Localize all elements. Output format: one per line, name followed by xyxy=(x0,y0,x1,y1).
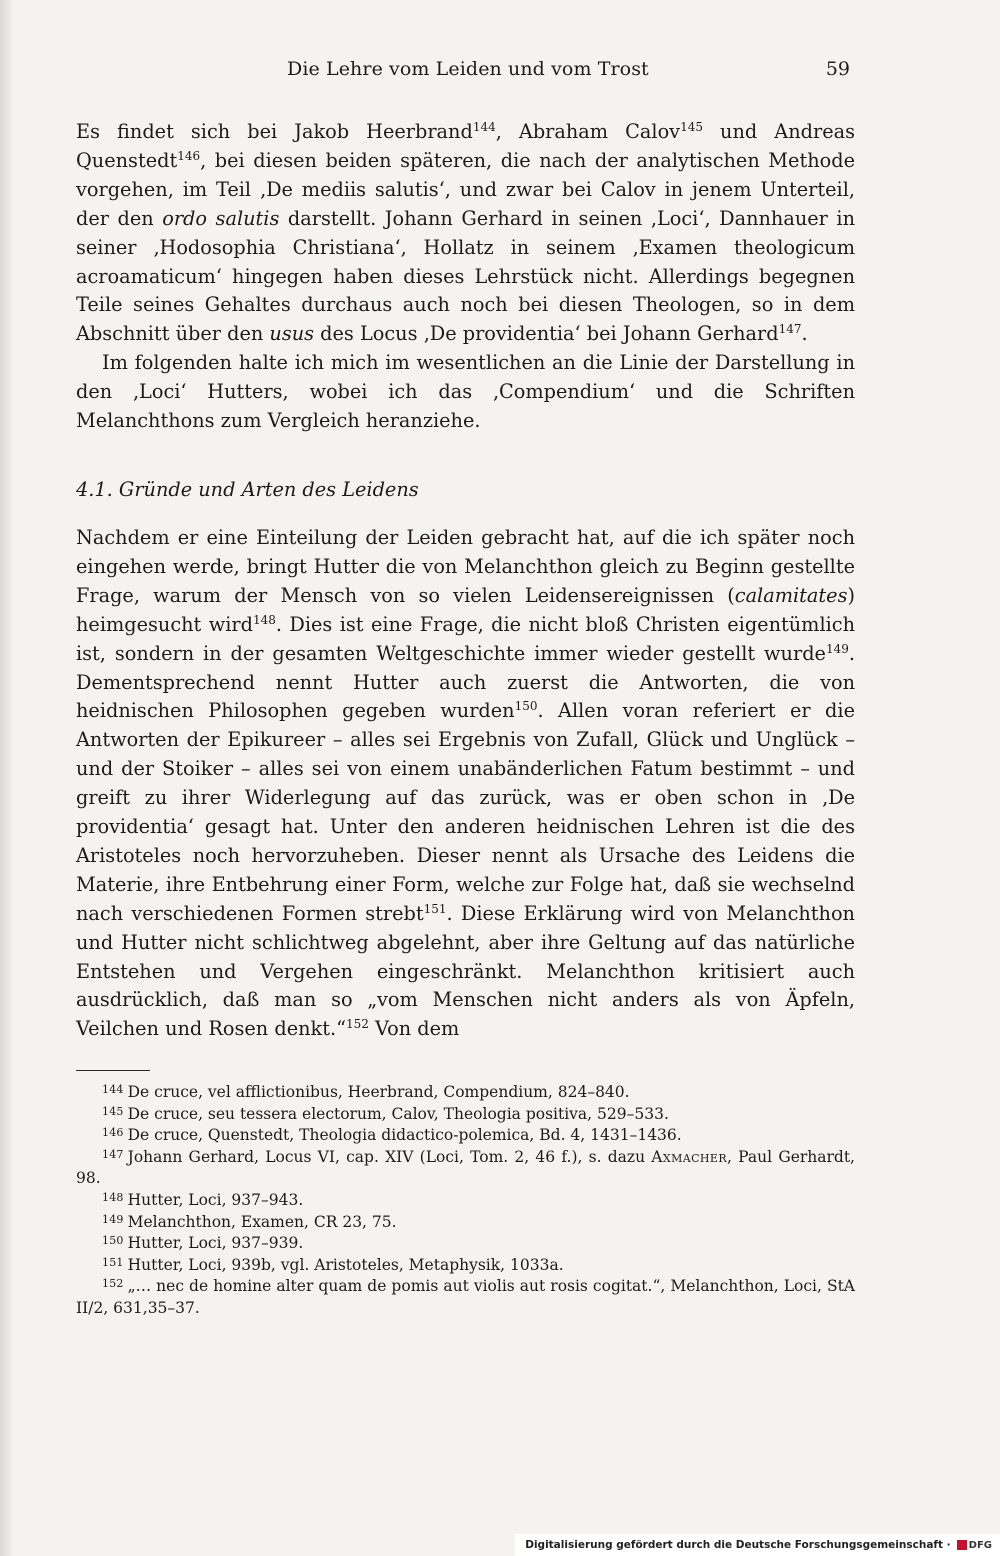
footnote-marker: 145 xyxy=(680,120,703,134)
italic-term: calamitates xyxy=(734,583,848,607)
text-run: darstellt. Johann Gerhard in seinen ‚Loci‘, Dannhauer in seiner ‚Hodosophia Christiana‘, Hollatz in seinem ‚Examen theologicum acroamaticum‘ hingegen haben dieses Lehrstück nicht. Allerdings begegnen Teile seines Gehaltes durchaus auch noch bei diesen Theologen, so in dem Abschnitt über den xyxy=(76,206,855,346)
text-run: Hutter, Loci, 937–939. xyxy=(127,1234,304,1253)
footnote-144 xyxy=(76,1082,855,1104)
section-heading: 4.1. Gründe und Arten des Leidens xyxy=(76,477,419,501)
digitization-text: Digitalisierung gefördert durch die Deutsche Forschungsgemeinschaft · xyxy=(525,1539,951,1551)
footnotes xyxy=(76,1082,855,1320)
paragraph-1 xyxy=(76,118,855,349)
footnote-number: 152 xyxy=(102,1277,124,1291)
text-run: ) heimgesucht wird xyxy=(76,583,855,636)
text-run: . Dies ist eine Frage, die nicht bloß Christen eigentümlich ist, sondern in der gesamten Weltgeschichte immer wieder gestellt wurde xyxy=(76,612,855,665)
text-run: und Andreas Quenstedt xyxy=(76,120,855,172)
dfg-logo-text: DFG xyxy=(968,1539,992,1551)
footnote-number: 146 xyxy=(102,1126,124,1140)
footnote-marker: 150 xyxy=(514,699,538,714)
footnote-number: 147 xyxy=(102,1147,124,1161)
text-run: Nachdem er eine Einteilung der Leiden gebracht hat, auf die ich später noch eingehen werde, bringt Hutter die von Melanchthon gleich zu Beginn gestellte Frage, warum der Mensch von so vielen Leidensereignissen ( xyxy=(76,525,855,607)
text-run: Melanchthon, Examen, CR 23, 75. xyxy=(127,1212,397,1231)
text-run: . Diese Erklärung wird von Melanchthon und Hutter nicht schlichtweg abgelehnt, aber ihre Geltung auf das natürliche Entstehen und Vergehen eingeschränkt. Melanchthon kritisiert auch ausdrücklich, daß man so „vom Menschen nicht anders als von Äpfeln, Veilchen und Rosen denkt.“ xyxy=(76,901,855,1041)
text-run: Von dem xyxy=(368,1017,460,1041)
dfg-logo-mark-icon xyxy=(957,1540,967,1550)
footnote-152 xyxy=(76,1276,855,1319)
text-run: De cruce, Quenstedt, Theologia didactico-polemica, Bd. 4, 1431–1436. xyxy=(127,1126,682,1145)
footnote-number: 148 xyxy=(102,1190,124,1204)
text-run: Hutter, Loci, 939b, vgl. Aristoteles, Metaphysik, 1033a. xyxy=(127,1255,564,1274)
footnote-number: 144 xyxy=(102,1083,124,1096)
footnote-marker: 147 xyxy=(778,322,802,337)
page-edge-shadow xyxy=(0,0,14,1556)
text-run: . xyxy=(801,322,808,346)
footnote-number: 150 xyxy=(102,1234,124,1248)
footnote-number: 145 xyxy=(102,1104,124,1118)
footnote-number: 149 xyxy=(102,1212,124,1226)
footnote-151 xyxy=(76,1255,855,1277)
text-run: Es findet sich bei Jakob Heerbrand xyxy=(76,120,473,143)
footnote-marker: 144 xyxy=(472,120,496,134)
italic-term: usus xyxy=(269,322,315,346)
paragraph-2 xyxy=(76,349,855,436)
paragraph-3 xyxy=(76,524,855,1044)
footnote-marker: 146 xyxy=(177,148,201,163)
footnote-146 xyxy=(76,1125,855,1147)
footnote-149 xyxy=(76,1212,855,1234)
text-run: . Allen voran referiert er die Antworten der Epikureer – alles sei Ergebnis von Zufall, Glück und Unglück – und der Stoiker – alles sei von einem unabänderlichen Fatum bestimmt – und greift zu ihrer Widerlegung auf das zurück, was er oben schon in ‚De providentia‘ gesagt hat. Unter den anderen heidnischen Lehren ist die des Aristoteles noch hervorzuheben. Dieser nennt als Ursache des Leidens die Materie, ihre Entbehrung einer Form, welche zur Folge hat, daß sie wechselnd nach verschiedenen Formen strebt xyxy=(76,699,855,925)
dfg-logo xyxy=(957,1540,992,1551)
text-run: , bei diesen beiden späteren, die nach der analytischen Methode vorgehen, im Teil ‚De mediis salutis‘, und zwar bei Calov in jenem Unterteil, der den xyxy=(76,148,855,230)
footnote-marker: 148 xyxy=(252,612,276,627)
footnote-separator xyxy=(76,1070,150,1071)
italic-term: ordo salutis xyxy=(162,206,280,230)
footnote-marker: 152 xyxy=(345,1017,369,1032)
text-run: des Locus ‚De providentia‘ bei Johann Gerhard xyxy=(314,322,779,346)
main-text xyxy=(76,118,855,1044)
footnote-145 xyxy=(76,1104,855,1126)
footnote-marker: 151 xyxy=(423,901,447,916)
digitization-banner xyxy=(515,1534,1000,1556)
text-run: De cruce, vel afflictionibus, Heerbrand, Compendium, 824–840. xyxy=(127,1083,630,1101)
text-run: Johann Gerhard, Locus VI, cap. XIV (Loci, Tom. 2, 46 f.), s. dazu xyxy=(127,1147,652,1166)
page-number: 59 xyxy=(825,58,850,80)
footnote-147 xyxy=(76,1147,855,1190)
footnote-number: 151 xyxy=(102,1255,124,1269)
text-run: De cruce, seu tessera electorum, Calov, Theologia positiva, 529–533. xyxy=(127,1104,669,1123)
text-run: . Dementsprechend nennt Hutter auch zuerst die Antworten, die von heidnischen Philosophen gegeben wurden xyxy=(76,641,855,723)
footnote-marker: 149 xyxy=(825,641,849,656)
footnote-150 xyxy=(76,1233,855,1255)
text-run: Hutter, Loci, 937–943. xyxy=(127,1190,304,1209)
text-run: „… nec de homine alter quam de pomis aut violis aut rosis cogitat.“, Melanchthon, Loci, StA II/2, 631,35–37. xyxy=(76,1277,855,1317)
footnote-148 xyxy=(76,1190,855,1212)
author-name: Axmacher xyxy=(651,1147,728,1166)
text-run: , Abraham Calov xyxy=(495,120,681,143)
running-title: Die Lehre vom Leiden und vom Trost xyxy=(287,58,649,80)
text-run: Im folgenden halte ich mich im wesentlichen an die Linie der Darstellung in den ‚Loci‘ Hutters, wobei ich das ‚Compendium‘ und die Schriften Melanchthons zum Vergleich heranziehe. xyxy=(76,351,855,433)
text-run: , Paul Gerhardt, 98. xyxy=(76,1147,855,1188)
